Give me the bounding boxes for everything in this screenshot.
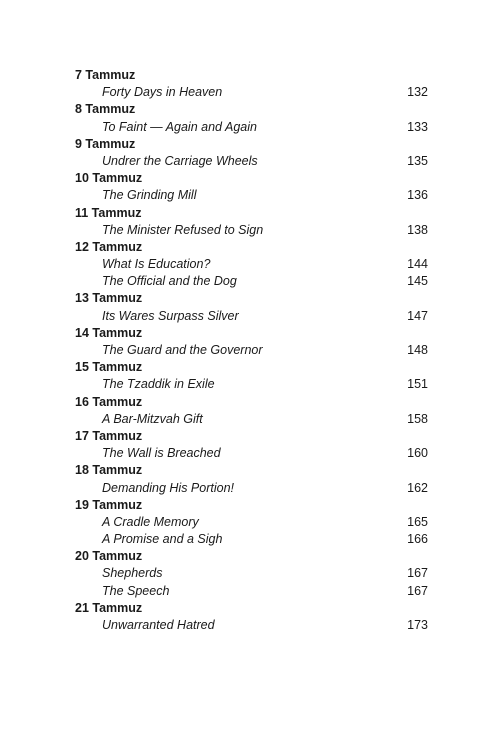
toc-entry[interactable] xyxy=(75,514,428,531)
entry-page-number: 145 xyxy=(407,274,428,289)
entry-page-number: 167 xyxy=(407,583,428,598)
day-heading: 16 Tammuz xyxy=(75,394,143,409)
toc-day-section xyxy=(75,394,428,428)
entry-title: The Guard and the Governor xyxy=(102,343,263,357)
day-heading: 17 Tammuz xyxy=(75,428,143,443)
table-of-contents xyxy=(75,67,428,634)
day-heading: 7 Tammuz xyxy=(75,68,136,82)
toc-day-section xyxy=(75,67,428,101)
toc-day-section xyxy=(75,548,428,600)
entry-page-number: 144 xyxy=(407,257,428,272)
entry-title: Demanding His Portion! xyxy=(102,480,235,495)
toc-day-section xyxy=(75,170,428,204)
toc-day-section xyxy=(75,600,428,634)
toc-entry[interactable] xyxy=(75,308,428,325)
toc-entry[interactable] xyxy=(75,222,428,239)
entry-title: The Minister Refused to Sign xyxy=(102,222,264,237)
entry-title: Shepherds xyxy=(102,566,163,581)
entry-page-number: 136 xyxy=(407,188,428,203)
toc-entry[interactable] xyxy=(75,583,428,600)
day-heading: 12 Tammuz xyxy=(75,239,143,254)
toc-entry[interactable] xyxy=(75,256,428,273)
toc-day-section xyxy=(75,497,428,549)
day-heading: 15 Tammuz xyxy=(75,360,143,375)
entry-title: The Grinding Mill xyxy=(102,188,197,203)
entry-title: The Official and the Dog xyxy=(102,274,237,289)
entry-page-number: 160 xyxy=(407,446,428,461)
entry-title: To Faint — Again and Again xyxy=(102,119,257,134)
entry-title: The Tzaddik in Exile xyxy=(102,377,215,392)
toc-day-section xyxy=(75,239,428,291)
day-heading: 18 Tammuz xyxy=(75,463,143,478)
entry-page-number: 147 xyxy=(407,308,428,323)
day-heading: 9 Tammuz xyxy=(75,136,136,151)
entry-page-number: 166 xyxy=(407,532,428,547)
day-heading: 10 Tammuz xyxy=(75,171,143,186)
entry-title: Unwarranted Hatred xyxy=(102,618,215,632)
day-heading: 11 Tammuz xyxy=(75,205,142,220)
toc-entry[interactable] xyxy=(75,119,428,136)
toc-day-section xyxy=(75,101,428,135)
entry-title: A Promise and a Sigh xyxy=(102,532,223,547)
toc-entry[interactable] xyxy=(75,153,428,170)
entry-page-number: 133 xyxy=(407,119,428,134)
entry-page-number: 151 xyxy=(407,377,428,392)
toc-entry[interactable] xyxy=(75,273,428,290)
toc-day-section xyxy=(75,290,428,324)
toc-entry[interactable] xyxy=(75,187,428,204)
toc-entry[interactable] xyxy=(75,342,428,359)
entry-page-number: 167 xyxy=(407,566,428,581)
entry-title: Forty Days in Heaven xyxy=(102,85,223,100)
toc-day-section xyxy=(75,205,428,239)
toc-entry[interactable] xyxy=(75,531,428,548)
day-heading: 21 Tammuz xyxy=(75,600,143,615)
entry-title: What Is Education? xyxy=(102,257,211,272)
entry-title: The Wall is Breached xyxy=(102,446,221,461)
entry-page-number: 132 xyxy=(407,85,428,100)
toc-day-section xyxy=(75,359,428,393)
day-heading: 19 Tammuz xyxy=(75,497,143,512)
day-heading: 8 Tammuz xyxy=(75,102,136,117)
entry-page-number: 135 xyxy=(407,153,428,168)
entry-page-number: 173 xyxy=(407,618,428,632)
entry-title: The Speech xyxy=(102,583,170,598)
entry-title: A Cradle Memory xyxy=(102,514,199,529)
toc-day-section xyxy=(75,462,428,496)
toc-day-section xyxy=(75,136,428,170)
day-heading: 14 Tammuz xyxy=(75,325,143,340)
entry-title: Undrer the Carriage Wheels xyxy=(102,153,258,168)
entry-title: Its Wares Surpass Silver xyxy=(102,308,239,323)
toc-entry[interactable] xyxy=(75,376,428,393)
entry-page-number: 165 xyxy=(407,514,428,529)
toc-entry[interactable] xyxy=(75,480,428,497)
toc-entry[interactable] xyxy=(75,445,428,462)
toc-entry[interactable] xyxy=(75,84,428,101)
entry-page-number: 162 xyxy=(407,480,428,495)
toc-day-section xyxy=(75,325,428,359)
day-heading: 13 Tammuz xyxy=(75,291,143,306)
entry-title: A Bar-Mitzvah Gift xyxy=(102,411,203,426)
entry-page-number: 148 xyxy=(407,343,428,357)
toc-entry[interactable] xyxy=(75,411,428,428)
day-heading: 20 Tammuz xyxy=(75,549,143,564)
toc-entry[interactable] xyxy=(75,617,428,634)
entry-page-number: 138 xyxy=(407,222,428,237)
toc-entry[interactable] xyxy=(75,565,428,582)
toc-day-section xyxy=(75,428,428,462)
entry-page-number: 158 xyxy=(407,411,428,426)
